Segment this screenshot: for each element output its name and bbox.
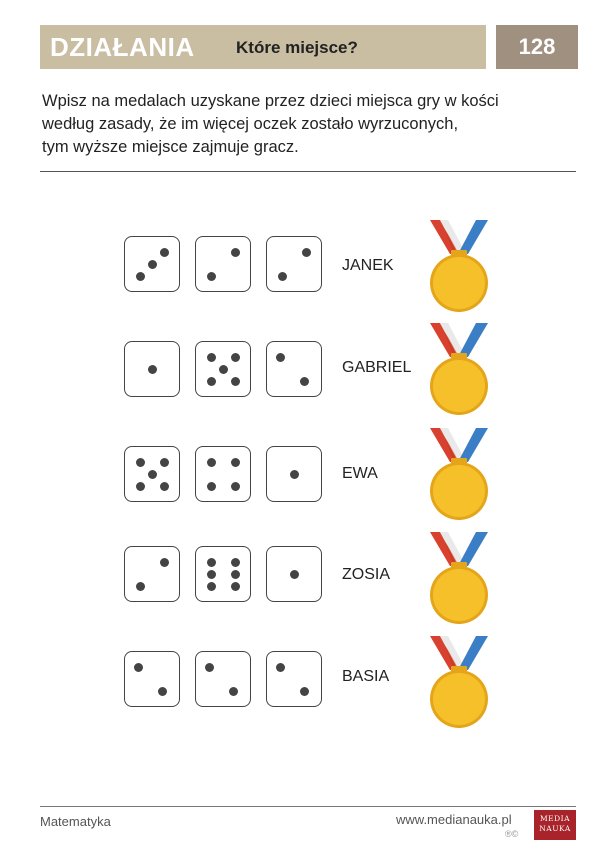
player-row-zosia [0,532,600,622]
die-pip [302,248,311,257]
die-pip [231,558,240,567]
medal-icon[interactable] [424,428,494,524]
die-pip [231,248,240,257]
die-pip [231,377,240,386]
die-pip [229,687,238,696]
die-pip [290,570,299,579]
page-title: Które miejsce? [236,38,358,57]
die-pip [290,470,299,479]
die [195,341,251,397]
die [266,236,322,292]
die-pip [219,365,228,374]
die-pip [231,570,240,579]
die-pip [136,582,145,591]
page-number: 128 [496,25,578,69]
player-name: BASIA [342,668,390,685]
die-pip [278,272,287,281]
die-pip [207,570,216,579]
die-pip [158,687,167,696]
die-pip [207,353,216,362]
die [124,341,180,397]
medal-svg [424,636,494,732]
die [266,546,322,602]
die-pip [136,482,145,491]
die-pip [134,663,143,672]
player-row-janek [0,220,600,310]
die-pip [160,558,169,567]
medal-icon[interactable] [424,323,494,419]
player-name: JANEK [342,257,394,274]
player-name: GABRIEL [342,359,412,376]
die-pip [300,377,309,386]
die-pip [231,458,240,467]
die-pip [205,663,214,672]
die [195,446,251,502]
instruction-line: według zasady, że im więcej oczek zostało wyrzuconych, [42,115,459,133]
die-pip [160,248,169,257]
die-pip [231,353,240,362]
player-name: ZOSIA [342,566,391,583]
die-pip [136,272,145,281]
die-pip [300,687,309,696]
medal-icon[interactable] [424,636,494,732]
die [195,651,251,707]
footer-divider [40,806,576,807]
die [266,341,322,397]
instructions [42,90,562,159]
footer-url[interactable]: www.medianauka.pl [396,812,512,827]
die-pip [207,377,216,386]
medal-svg [424,428,494,524]
logo-line: MEDIA [539,814,571,823]
die-pip [207,582,216,591]
die [124,236,180,292]
player-row-ewa [0,428,600,518]
medal-icon[interactable] [424,532,494,628]
die [124,446,180,502]
medal-svg [424,220,494,316]
die-pip [207,558,216,567]
die [124,651,180,707]
die-pip [207,272,216,281]
die-pip [231,482,240,491]
player-row-gabriel [0,323,600,413]
die-pip [160,458,169,467]
die [266,651,322,707]
die [195,546,251,602]
medianauka-logo [534,810,576,840]
die-pip [160,482,169,491]
player-row-basia [0,636,600,726]
die-pip [207,458,216,467]
divider [40,171,576,172]
medal-svg [424,323,494,419]
die-pip [231,582,240,591]
footer-subject: Matematyka [40,814,111,829]
instruction-line: Wpisz na medalach uzyskane przez dzieci miejsca gry w kości [42,92,499,110]
logo-line: NAUKA [539,824,571,833]
section-title: DZIAŁANIA [50,32,195,62]
die [195,236,251,292]
player-name: EWA [342,465,378,482]
die [266,446,322,502]
medal-icon[interactable] [424,220,494,316]
medal-svg [424,532,494,628]
die-pip [148,365,157,374]
die-pip [276,663,285,672]
instruction-line: tym wyższe miejsce zajmuje gracz. [42,138,299,156]
die-pip [148,470,157,479]
die [124,546,180,602]
die-pip [136,458,145,467]
die-pip [207,482,216,491]
die-pip [276,353,285,362]
die-pip [148,260,157,269]
footer-mark: ®© [505,829,519,839]
